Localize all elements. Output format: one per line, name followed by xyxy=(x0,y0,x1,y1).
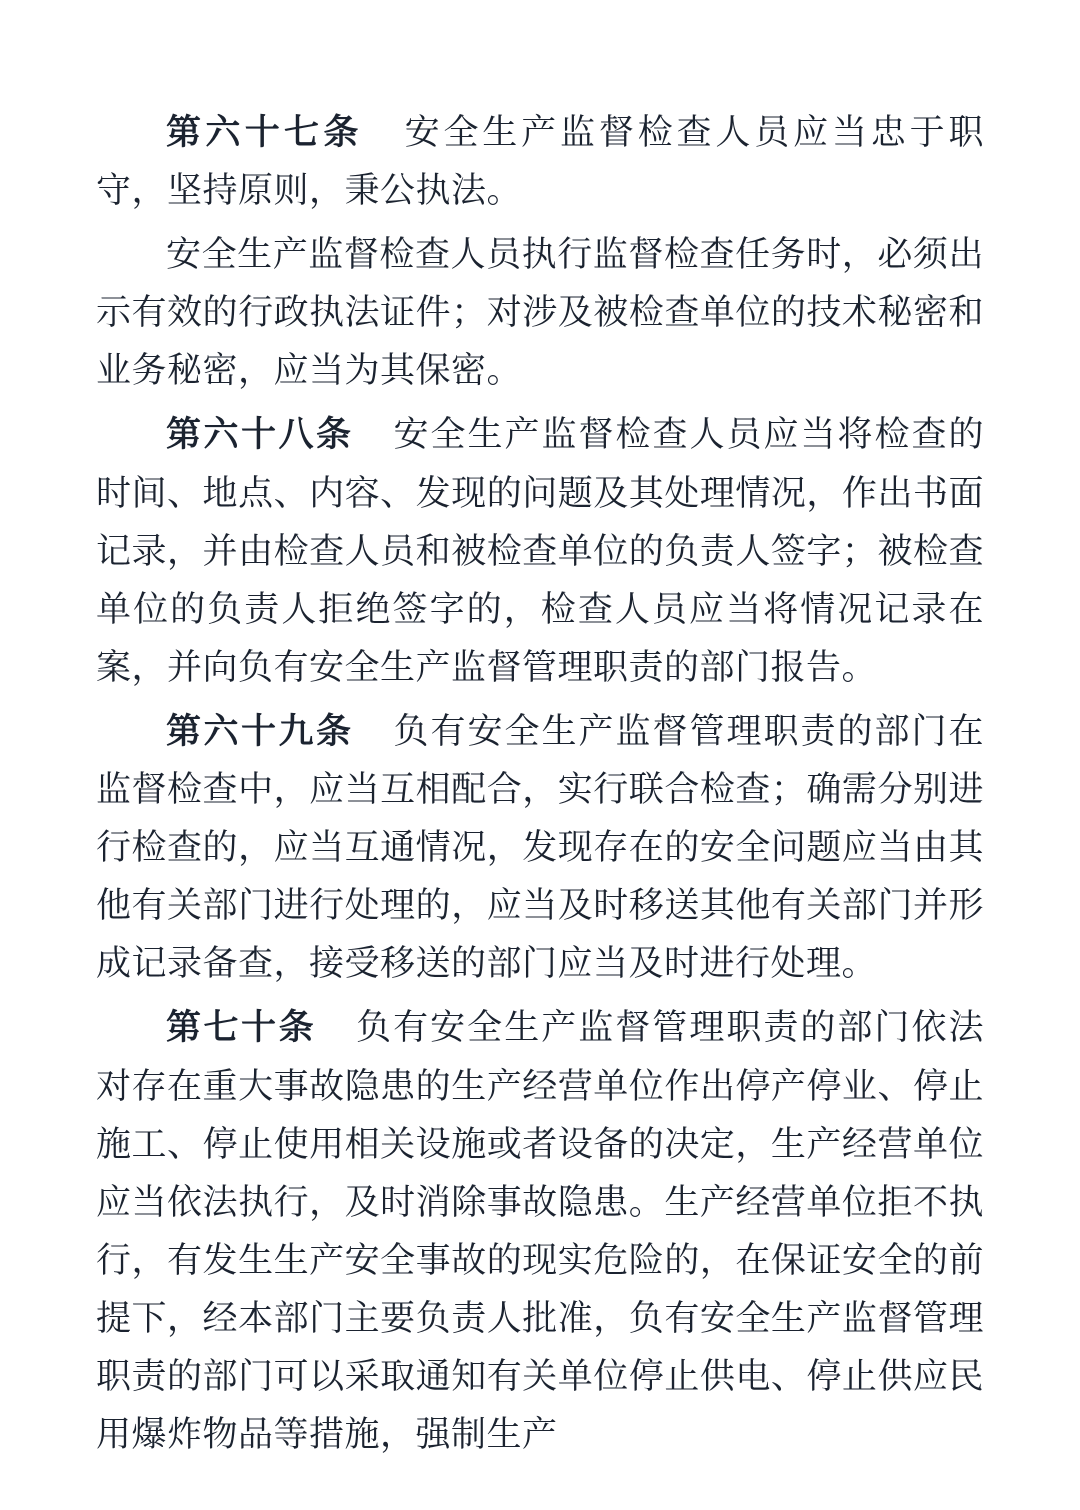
paragraph-text: 负有安全生产监督管理职责的部门依法对存在重大事故隐患的生产经营单位作出停产停业、停止施工、停止使用相关设施或者设备的决定，生产经营单位应当依法执行，及时消除事故隐患。生产经营单位拒不执行，有发生生产安全事故的现实危险的，在保证安全的前提下，经本部门主要负责人批准，负有安全生产监督管理职责的部门可以采取通知有关单位停止供电、停止供应民用爆炸物品等措施，强制生产 xyxy=(96,1008,984,1456)
article-number-67: 第六十七条 xyxy=(166,112,363,153)
paragraph-text: 安全生产监督检查人员应当忠于职守，坚持原则，秉公执法。 xyxy=(96,113,984,212)
paragraph-article-67-continued xyxy=(96,226,984,400)
article-number-70: 第七十条 xyxy=(166,1007,317,1049)
paragraph-article-69 xyxy=(96,703,984,993)
paragraph-text: 安全生产监督检查人员执行监督检查任务时，必须出示有效的行政执法证件；对涉及被检查单位的技术秘密和业务秘密，应当为其保密。 xyxy=(96,235,984,392)
article-number-69: 第六十九条 xyxy=(166,710,354,752)
paragraph-article-67 xyxy=(96,104,984,220)
paragraph-text: 负有安全生产监督管理职责的部门在监督检查中，应当互相配合，实行联合检查；确需分别进行检查的，应当互通情况，发现存在的安全问题应当由其他有关部门进行处理的，应当及时移送其他有关部门并形成记录备查，接受移送的部门应当及时进行处理。 xyxy=(96,711,984,985)
paragraph-article-68 xyxy=(96,406,984,696)
paragraph-article-70 xyxy=(96,999,984,1464)
paragraph-text: 安全生产监督检查人员应当将检查的时间、地点、内容、发现的问题及其处理情况，作出书面记录，并由检查人员和被检查单位的负责人签字；被检查单位的负责人拒绝签字的，检查人员应当将情况记录在案，并向负有安全生产监督管理职责的部门报告。 xyxy=(96,415,984,688)
document-body xyxy=(96,104,984,1464)
article-number-68: 第六十八条 xyxy=(166,414,354,456)
